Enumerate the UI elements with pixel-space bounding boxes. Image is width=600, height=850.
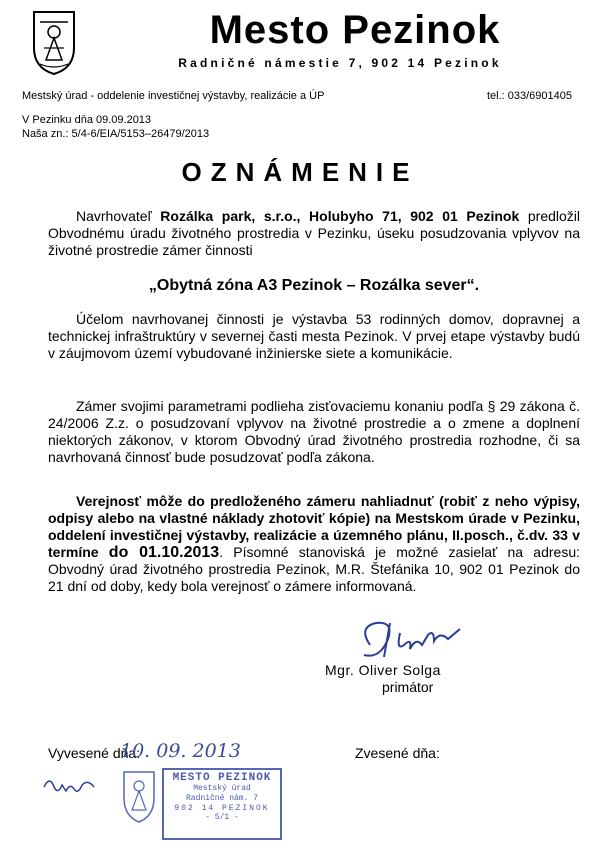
removed-label: Zvesené dňa: [355,745,440,761]
signer-role: primátor [382,679,434,695]
signer-name: Mgr. Oliver Solga [325,662,441,678]
posted-date: 10. 09. 2013 [120,740,241,762]
reference-number: Naša zn.: 5/4-6/EIA/5153–26479/2013 [22,128,210,140]
public-rest-text: . Písomné stanoviská je možné zasielať na adresu: Obvodný úrad životného prostredia Pezinok, M.R. Štefánika 10, 902 01 Pezinok do 21 dní od doby, kedy bola verejnosť o zámere informovaná. [48,544,581,594]
city-address: Radničné námestie 7, 902 14 Pezinok [178,56,502,70]
clerk-signature [40,773,100,799]
stamp-line-4: 902 14 PEZINOK [174,804,270,813]
public-paragraph [48,493,580,595]
posted-label: Vyvesené dňa: [48,745,141,761]
document-heading: OZNÁMENIE [181,157,419,187]
public-bold-text: Verejnosť môže do predloženého zámeru nahliadnuť (robiť z neho výpisy, odpisy alebo na vlastné náklady zhotoviť kópie) na Mestskom úrade v Pezinku, oddelení investičnej výstavby, realizácie a územného plánu, II.posch., č.dv. 33 v termíne [48,493,580,560]
applicant: Rozálka park, s.r.o., Holubyho 71, 902 01 Pezinok [160,208,520,224]
intro-paragraph [48,208,580,259]
department-line [22,90,572,102]
stamp-line-2: Mestský úrad [193,784,251,793]
purpose-text: Účelom navrhovanej činnosti je výstavba 53 rodinných domov, dopravnej a technickej infraštruktúry v severnej časti mesta Pezinok. V prvej etape výstavby budú v záujmovom území vybudované inžinierske siete a komunikácie. [48,311,580,361]
city-crest-icon [30,8,78,76]
intro-post: predložil Obvodnému úradu životného prostredia v Pezinku, úseku posudzovania vplyvov na životné prostredie zámer činnosti [48,208,581,258]
stamp-line-3: Radničné nám. 7 [185,794,258,803]
project-title: „Obytná zóna A3 Pezinok – Rozálka sever“. [148,277,480,294]
stamp-line-5: - 5/1 - [205,813,239,822]
office-stamp [162,768,282,840]
city-title: Mesto Pezinok [209,8,501,52]
date-line: V Pezinku dňa 09.09.2013 [22,114,152,126]
telephone: tel.: 033/6901405 [486,90,572,102]
intro-pre: Navrhovateľ [76,208,152,224]
deadline: do 01.10.2013 [108,544,220,561]
law-text: Zámer svojimi parametrami podlieha zisťovaciemu konaniu podľa § 29 zákona č. 24/2006 Z.z. o posudzovaní vplyvov na životné prostredie a o zmene a doplnení niektorých zákonov, v ktorom Obvodný úrad životného prostredia rozhodne, či sa navrhovaná činnosť bude posudzovať podľa zákona. [48,398,580,465]
stamp-emblem-icon [120,768,158,826]
law-paragraph [48,398,580,466]
purpose-paragraph [48,311,580,362]
department-name: Mestský úrad - oddelenie investičnej výstavby, realizácie a ÚP [22,90,325,102]
stamp-line-1: MESTO PEZINOK [172,772,272,784]
